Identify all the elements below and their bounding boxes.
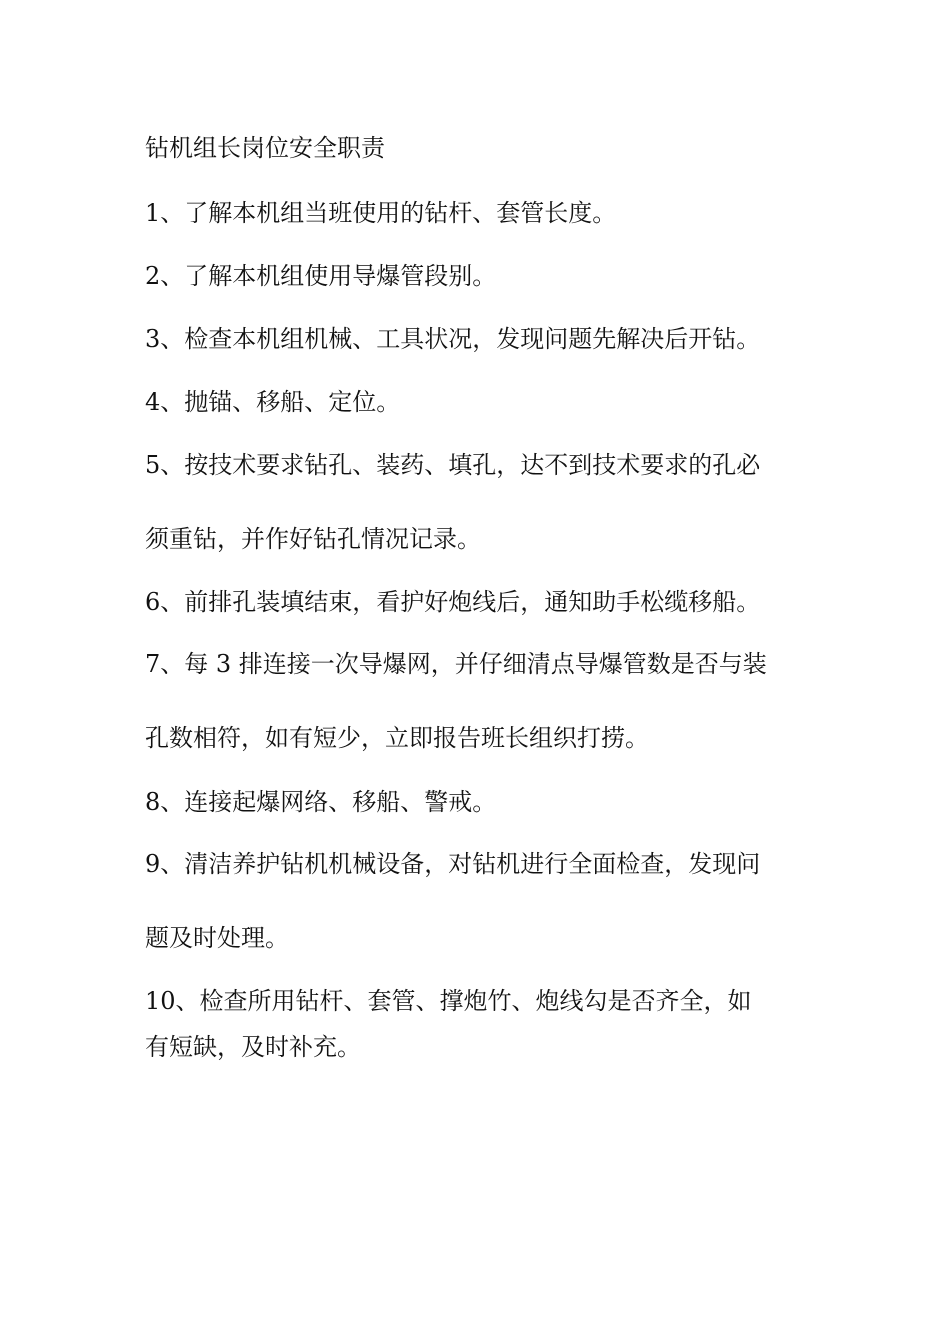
duty-item-9: 9、清洁养护钻机机械设备，对钻机进行全面检查，发现问 — [145, 850, 761, 878]
document-title: 钻机组长岗位安全职责 — [145, 134, 385, 162]
duty-item-10: 10、检查所用钻杆、套管、撑炮竹、炮线勾是否齐全，如 — [145, 987, 752, 1015]
duty-item-3: 3、检查本机组机械、工具状况，发现问题先解决后开钻。 — [145, 325, 761, 353]
duty-item-6: 6、前排孔装填结束，看护好炮线后，通知助手松缆移船。 — [145, 588, 761, 616]
duty-item-10-continued: 有短缺，及时补充。 — [145, 1033, 361, 1061]
duty-item-5-continued: 须重钻，并作好钻孔情况记录。 — [145, 525, 481, 553]
duty-item-2: 2、了解本机组使用导爆管段别。 — [145, 262, 497, 290]
duty-item-7: 7、每 3 排连接一次导爆网，并仔细清点导爆管数是否与装 — [145, 650, 767, 678]
duty-item-5: 5、按技术要求钻孔、装药、填孔，达不到技术要求的孔必 — [145, 451, 761, 479]
duty-item-9-continued: 题及时处理。 — [145, 924, 289, 952]
duty-item-7-continued: 孔数相符，如有短少，立即报告班长组织打捞。 — [145, 724, 649, 752]
duty-item-8: 8、连接起爆网络、移船、警戒。 — [145, 788, 497, 816]
duty-item-1: 1、了解本机组当班使用的钻杆、套管长度。 — [145, 199, 617, 227]
duty-item-4: 4、抛锚、移船、定位。 — [145, 388, 401, 416]
